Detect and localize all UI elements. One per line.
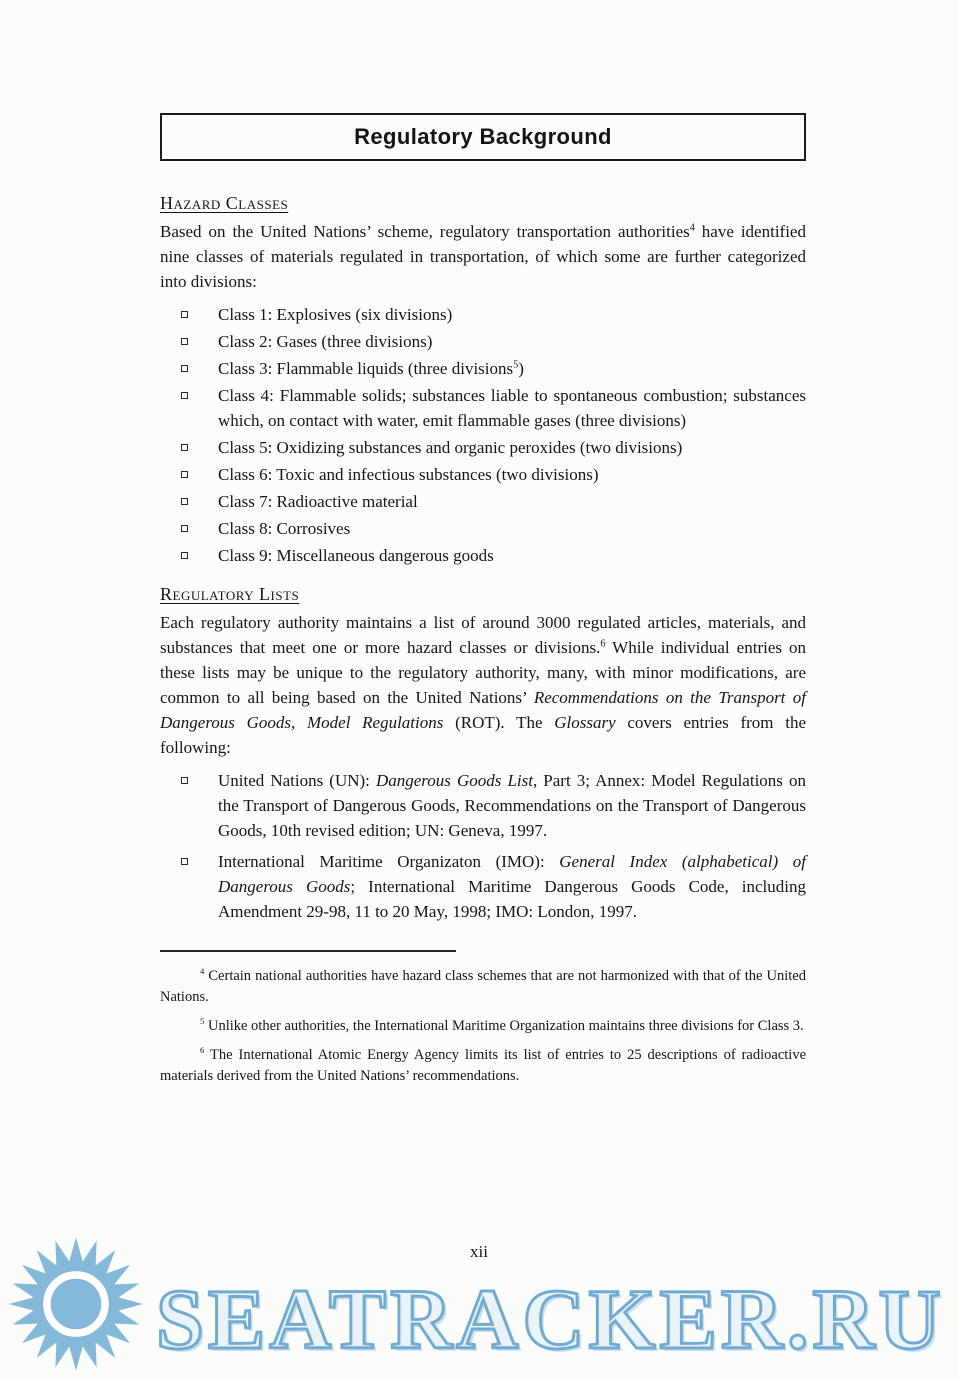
title-box	[160, 113, 806, 161]
footnote-5: $^5$ Unlike other authorities, the International Maritime Organization maintains three divisions for Class 3.	[200, 1016, 804, 1034]
square-bullet-icon	[181, 858, 188, 865]
regulatory-source-item-text: United Nations (UN): Dangerous Goods List, Part 3; Annex: Model Regulations on the Transport of Dangerous Goods, Recommendations on the Transport of Dangerous Goods, 10th revised edition; UN: Geneva, 1997.	[218, 771, 806, 840]
hazard-class-item-text: Class 9: Miscellaneous dangerous goods	[218, 546, 494, 565]
regulatory-lists-intro: Each regulatory authority maintains a list of around 3000 regulated articles, materials, and substances that meet one or more hazard classes or divisions.$^6$ While individual entries on these lists may be unique to the regulatory authority, many, with minor modifications, are common to all being based on the United Nations’ Recommendations on the Transport of Dangerous Goods, Model Regulations (ROT). The Glossary covers entries from the following:	[160, 613, 807, 757]
regulatory-lists-section	[160, 584, 806, 924]
square-bullet-icon	[181, 311, 188, 318]
square-bullet-icon	[181, 444, 188, 451]
footnote-6: $^6$ The International Atomic Energy Agency limits its list of entries to 25 descriptions of radioactive materials derived from the United Nations’ recommendations.	[160, 1045, 806, 1084]
square-bullet-icon	[181, 338, 188, 345]
hazard-class-item	[160, 329, 806, 354]
page-content	[160, 113, 806, 1095]
hazard-class-item	[160, 302, 806, 327]
hazard-class-item-text: Class 3: Flammable liquids (three divisions$^5$)	[218, 359, 524, 378]
footnotes-block	[160, 966, 806, 1087]
square-bullet-icon	[181, 365, 188, 372]
watermark-text: SEATRACKER.RU	[156, 1271, 945, 1367]
footnote-separator	[160, 950, 456, 952]
square-bullet-icon	[181, 525, 188, 532]
hazard-classes-list	[160, 302, 806, 568]
footnote-4: $^4$ Certain national authorities have hazard class schemes that are not harmonized with that of the United Nations.	[160, 966, 806, 1005]
hazard-class-item-text: Class 6: Toxic and infectious substances (two divisions)	[218, 465, 599, 484]
regulatory-source-item	[160, 768, 806, 843]
hazard-class-item-text: Class 7: Radioactive material	[218, 492, 418, 511]
hazard-classes-intro: Based on the United Nations’ scheme, regulatory transportation authorities$^4$ have identified nine classes of materials regulated in transportation, of which some are further categorized into divisions:	[160, 222, 806, 291]
square-bullet-icon	[181, 392, 188, 399]
hazard-class-item	[160, 356, 806, 381]
hazard-classes-section	[160, 193, 806, 568]
regulatory-sources-list	[160, 768, 806, 924]
page-title: Regulatory Background	[354, 124, 612, 149]
square-bullet-icon	[181, 498, 188, 505]
hazard-class-item-text: Class 8: Corrosives	[218, 519, 351, 538]
hazard-class-item-text: Class 4: Flammable solids; substances liable to spontaneous combustion; substances which, on contact with water, emit flammable gases (three divisions)	[218, 386, 806, 430]
regulatory-source-item	[160, 849, 806, 924]
hazard-class-item	[160, 462, 806, 487]
hazard-class-item	[160, 516, 806, 541]
hazard-class-item	[160, 383, 806, 433]
hazard-class-item-text: Class 1: Explosives (six divisions)	[218, 305, 453, 324]
square-bullet-icon	[181, 777, 188, 784]
hazard-classes-heading: Hazard Classes	[160, 193, 289, 213]
hazard-class-item	[160, 543, 806, 568]
square-bullet-icon	[181, 552, 188, 559]
page-number: xii	[470, 1242, 488, 1261]
hazard-class-item-text: Class 2: Gases (three divisions)	[218, 332, 433, 351]
hazard-class-item	[160, 435, 806, 460]
hazard-class-item	[160, 489, 806, 514]
regulatory-lists-heading: Regulatory Lists	[160, 584, 300, 604]
regulatory-source-item-text: International Maritime Organizaton (IMO): General Index (alphabetical) of Dangerous Goods; International Maritime Dangerous Goods Code, including Amendment 29-98, 11 to 20 May, 1998; IMO: London, 1997.	[218, 852, 806, 921]
hazard-class-item-text: Class 5: Oxidizing substances and organic peroxides (two divisions)	[218, 438, 683, 457]
square-bullet-icon	[181, 471, 188, 478]
